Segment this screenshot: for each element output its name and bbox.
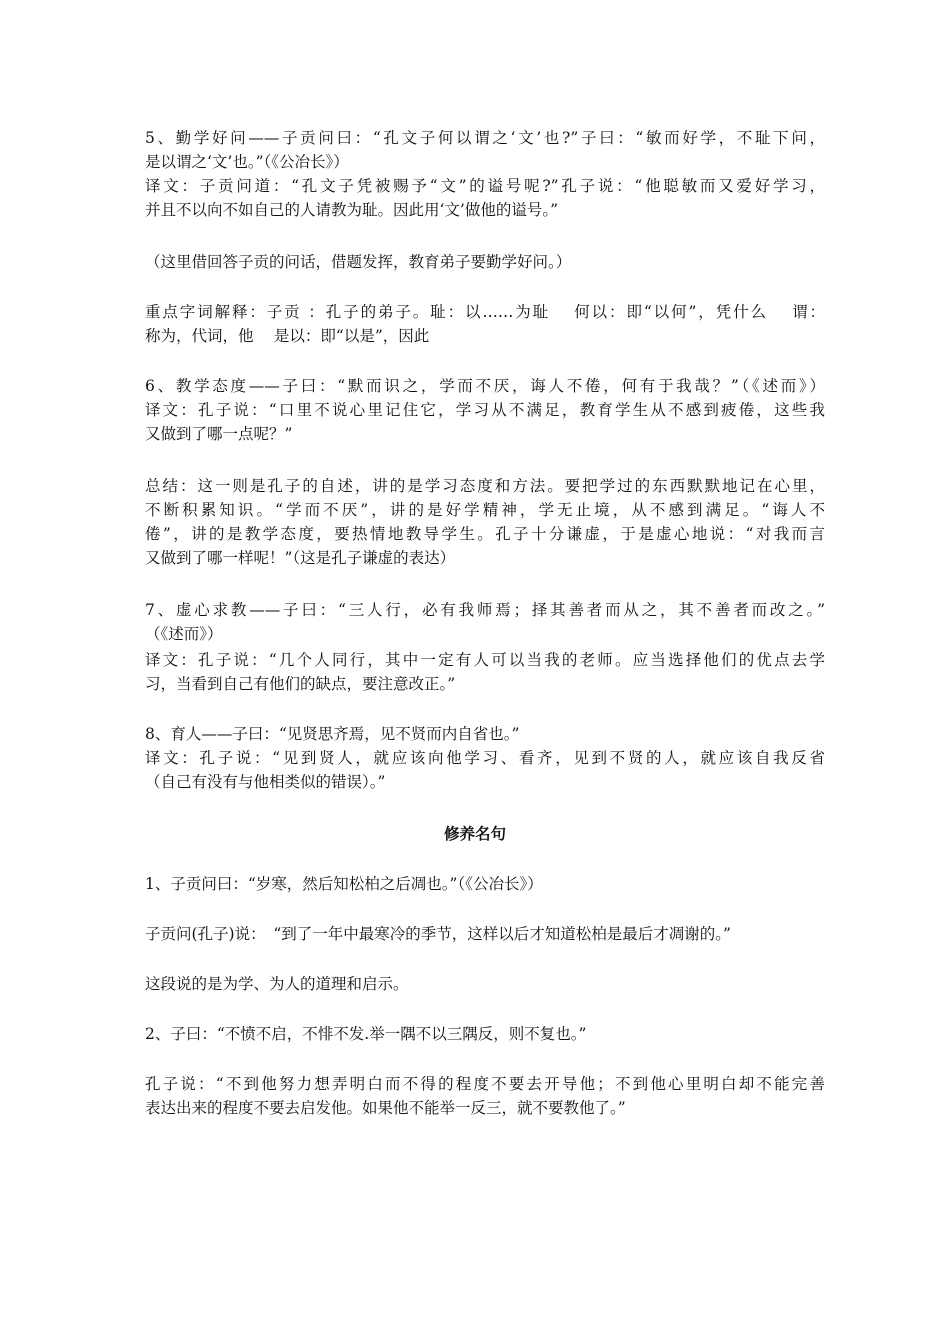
item8-translation-line1: 译文：孔子说：“见到贤人，就应该向他学习、看齐，见到不贤的人，就应该自我反省	[145, 749, 825, 767]
quote1-line1: 1、子贡问曰：“岁寒，然后知松柏之后凋也。”（《公冶长》）	[145, 875, 543, 893]
item6-translation	[145, 398, 825, 446]
quote1-comment	[145, 972, 825, 996]
item5-quote-line2: 是以谓之‘文’也。”（《公冶长》）	[145, 153, 349, 171]
quote2-explain-line2: 表达出来的程度不要去启发他。如果他不能举一反三，就不要教他了。”	[145, 1099, 626, 1117]
quote1-comment-line: 这段说的是为学、为人的道理和启示。	[145, 975, 409, 993]
item5-note	[145, 250, 825, 274]
item6-summary	[145, 474, 825, 570]
item8-translation-line2: （自己有没有与他相类似的错误）。”	[145, 773, 386, 791]
item5-vocab-line1: 重点字词解释：子贡 ：孔子的弟子。耻：以……为耻 何以：即“以何”，凭什么 谓：	[145, 303, 825, 321]
quote1-explain-line: 子贡问(孔子)说： “到了一年中最寒冷的季节，这样以后才知道松柏是最后才凋谢的。”	[145, 925, 731, 943]
item8-quote	[145, 722, 825, 746]
item8-quote-line1: 8、育人——子曰：“见贤思齐焉，见不贤而内自省也。”	[145, 725, 520, 743]
item6-translation-line2: 又做到了哪一点呢？”	[145, 425, 293, 443]
item5-quote	[145, 126, 825, 174]
item6-translation-line1: 译文：孔子说：“口里不说心里记住它，学习从不满足，教育学生从不感到疲倦，这些我	[145, 401, 825, 419]
item6-summary-line1: 总结：这一则是孔子的自述，讲的是学习态度和方法。要把学过的东西默默地记在心里，	[145, 477, 825, 495]
item7-quote-line1: 7、虚心求教——子曰：“三人行，必有我师焉；择其善者而从之，其不善者而改之。”	[145, 601, 825, 619]
section-title: 修养名句	[443, 825, 506, 843]
quote2-line1: 2、子曰：“不愤不启，不悱不发.举一隅不以三隅反，则不复也。”	[145, 1025, 587, 1043]
item7-quote	[145, 598, 825, 646]
item5-translation-line1: 译文：子贡问道：“孔文子凭被赐予“文”的谥号呢?”孔子说：“他聪敏而又爱好学习，	[145, 177, 825, 195]
item5-translation	[145, 174, 825, 222]
item5-vocabulary	[145, 300, 825, 348]
item5-translation-line2: 并且不以向不如自己的人请教为耻。因此用‘文’做他的谥号。”	[145, 201, 559, 219]
item7-translation	[145, 648, 825, 696]
quote2-explanation	[145, 1072, 825, 1120]
item8-translation	[145, 746, 825, 794]
item5-vocab-line2: 称为，代词，他 是以：即“以是”，因此	[145, 327, 430, 345]
item5-quote-line1: 5、勤学好问——子贡问曰：“孔文子何以谓之‘文’也?”子曰：“敏而好学，不耻下问，	[145, 129, 825, 147]
quote1-text	[145, 872, 825, 896]
quote2-explain-line1: 孔子说：“不到他努力想弄明白而不得的程度不要去开导他；不到他心里明白却不能完善	[145, 1075, 825, 1093]
item6-summary-line3: 倦”，讲的是教学态度，要热情地教导学生。孔子十分谦虚，于是虚心地说：“对我而言	[145, 525, 825, 543]
item7-quote-line2: （《述而》）	[145, 625, 223, 643]
quote2-text	[145, 1022, 825, 1046]
item6-quote	[145, 374, 825, 398]
item6-summary-line2: 不断积累知识。“学而不厌”，讲的是好学精神，学无止境，从不感到满足。“诲人不	[145, 501, 825, 519]
item7-translation-line2: 习，当看到自己有他们的缺点，要注意改正。”	[145, 675, 456, 693]
item6-summary-line4: 又做到了哪一样呢！”（这是孔子谦虚的表达）	[145, 549, 456, 567]
quote1-explanation	[145, 922, 825, 946]
item6-quote-line1: 6、教学态度——子曰：“默而识之，学而不厌，诲人不倦，何有于我哉？”（《述而》）	[145, 377, 825, 395]
item7-translation-line1: 译文：孔子说：“几个人同行，其中一定有人可以当我的老师。应当选择他们的优点去学	[145, 651, 825, 669]
item5-note-line: （这里借回答子贡的问话，借题发挥，教育弟子要勤学好问。）	[145, 253, 572, 271]
